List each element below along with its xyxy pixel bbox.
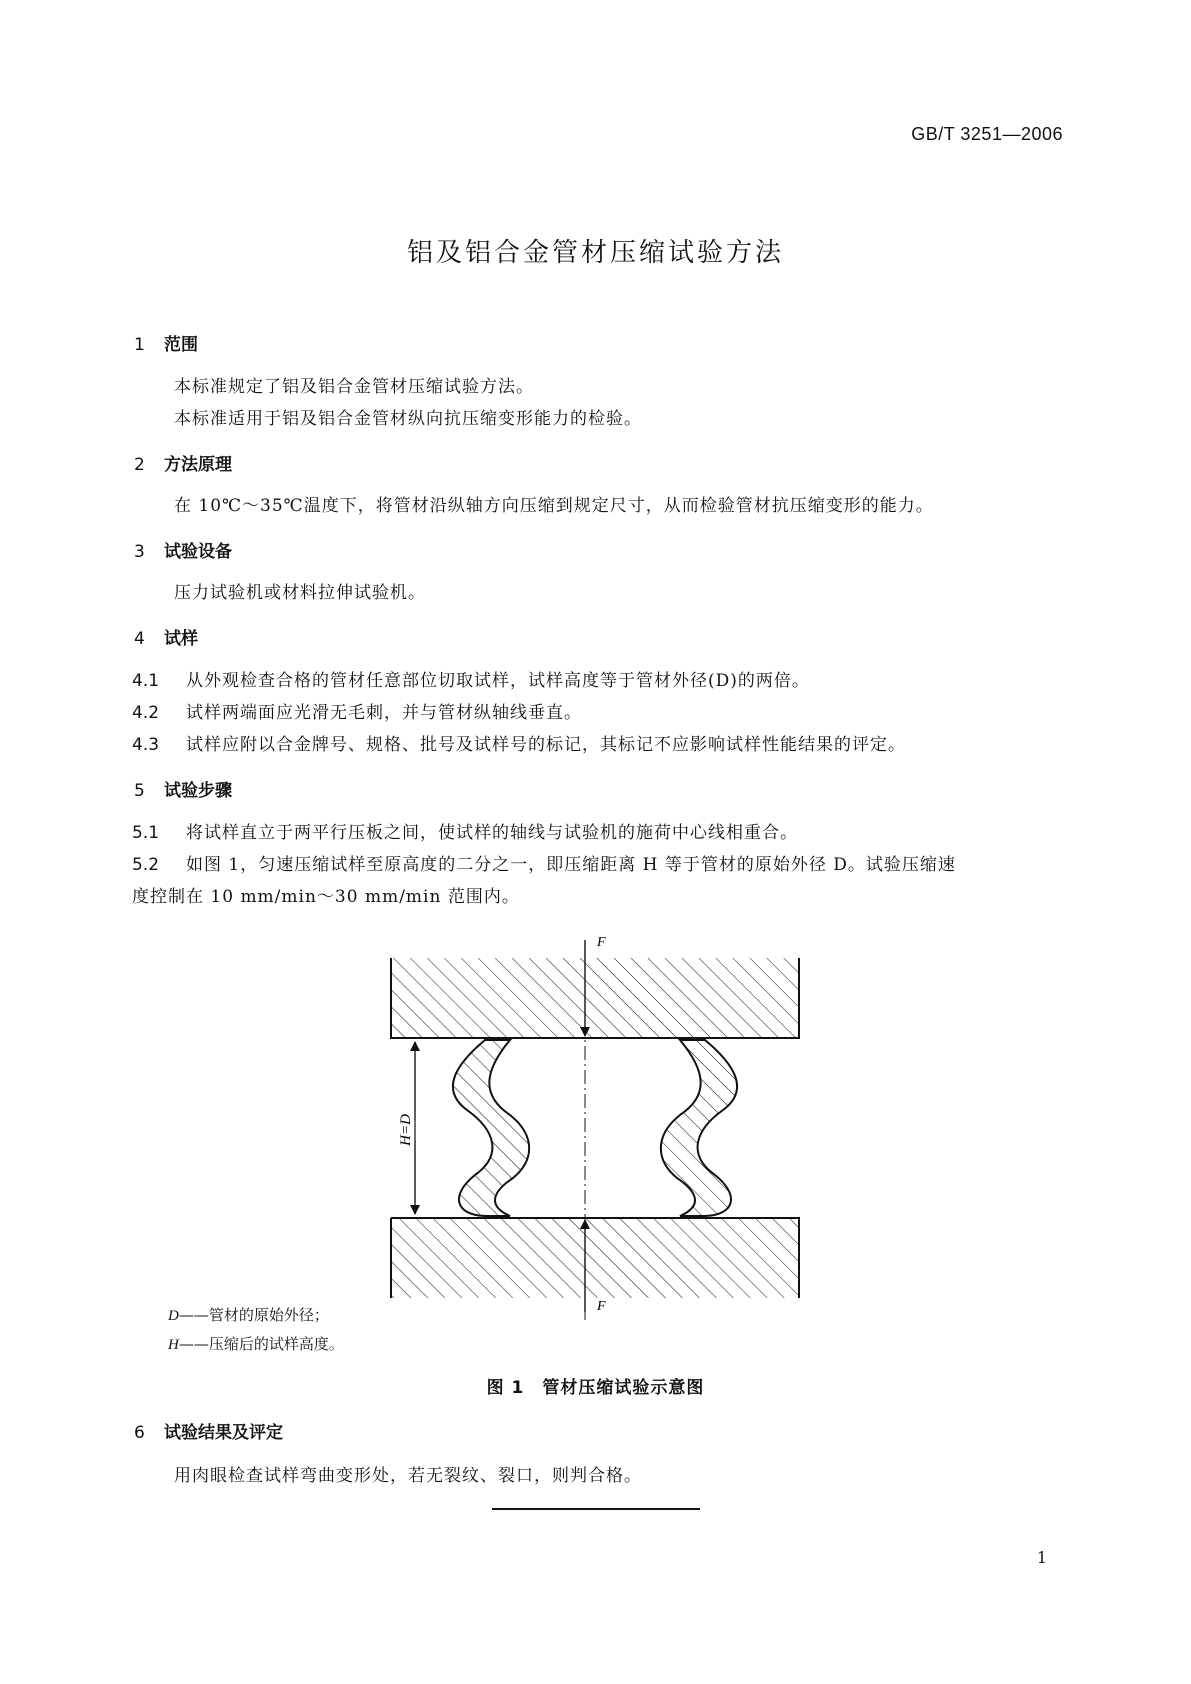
document-title: 铝及铝合金管材压缩试验方法 (406, 238, 784, 268)
figure-caption: 图 1 管材压缩试验示意图 (486, 1378, 705, 1398)
clause-4-3 (132, 730, 906, 755)
section-4-heading (134, 624, 198, 649)
clause-number: 4.1 (132, 671, 160, 691)
clause-5-1 (132, 818, 798, 843)
section-5-heading (134, 776, 232, 801)
section-1-paragraph-1: 本标准规定了铝及铝合金管材压缩试验方法。 (174, 377, 534, 397)
legend-symbol: D (168, 1308, 179, 1324)
upper-platen (391, 958, 799, 1038)
clause-text: 如图 1，匀速压缩试样至原高度的二分之一，即压缩距离 H 等于管材的原始外径 D。试验压缩速 (186, 855, 956, 875)
right-tube-wall (661, 1040, 737, 1216)
clause-4-1 (132, 666, 810, 691)
legend-h (168, 1333, 344, 1354)
section-number: 2 (134, 455, 145, 475)
section-2-heading (134, 450, 232, 475)
left-tube-wall (453, 1040, 529, 1216)
clause-text: 从外观检查合格的管材任意部位切取试样，试样高度等于管材外径(D)的两倍。 (186, 671, 810, 691)
section-title: 试验步骤 (164, 781, 232, 801)
section-title: 试验设备 (164, 542, 232, 562)
clause-number: 4.2 (132, 703, 160, 723)
section-title: 试验结果及评定 (164, 1423, 283, 1443)
section-2-paragraph: 在 10℃～35℃温度下，将管材沿纵轴方向压缩到规定尺寸，从而检验管材抗压缩变形的能力。 (174, 496, 934, 516)
top-force-label: F (597, 935, 606, 950)
compression-test-figure (385, 935, 805, 1320)
section-number: 1 (134, 335, 145, 355)
standard-code: GB/T 3251—2006 (911, 124, 1063, 144)
clause-number: 5.1 (132, 823, 160, 843)
legend-symbol: H (168, 1337, 179, 1353)
clause-text: 试样应附以合金牌号、规格、批号及试样号的标记，其标记不应影响试样性能结果的评定。 (186, 735, 906, 755)
page-number: 1 (1036, 1548, 1047, 1567)
section-number: 6 (134, 1423, 145, 1443)
section-title: 方法原理 (164, 455, 232, 475)
clause-5-2-continuation: 度控制在 10 mm/min～30 mm/min 范围内。 (132, 887, 520, 907)
end-rule (492, 1508, 700, 1510)
clause-5-2 (132, 850, 956, 875)
legend-d (168, 1304, 329, 1325)
lower-platen (391, 1218, 799, 1298)
clause-text: 试样两端面应光滑无毛刺，并与管材纵轴线垂直。 (186, 703, 582, 723)
section-3-paragraph: 压力试验机或材料拉伸试验机。 (174, 583, 426, 603)
legend-text: ——管材的原始外径； (178, 1306, 329, 1324)
clause-4-2 (132, 698, 582, 723)
bottom-force-label: F (597, 1299, 606, 1314)
section-number: 3 (134, 542, 145, 562)
dimension-label: H=D (398, 1114, 414, 1146)
section-1-heading (134, 330, 198, 355)
section-number: 5 (134, 781, 145, 801)
section-6-paragraph: 用肉眼检查试样弯曲变形处，若无裂纹、裂口，则判合格。 (174, 1466, 642, 1486)
clause-number: 5.2 (132, 855, 160, 875)
section-3-heading (134, 537, 232, 562)
legend-text: ——压缩后的试样高度。 (178, 1335, 344, 1353)
section-title: 范围 (164, 335, 198, 355)
clause-text: 将试样直立于两平行压板之间，使试样的轴线与试验机的施荷中心线相重合。 (186, 823, 798, 843)
section-6-heading (134, 1418, 283, 1443)
section-1-paragraph-2: 本标准适用于铝及铝合金管材纵向抗压缩变形能力的检验。 (174, 409, 642, 429)
clause-number: 4.3 (132, 735, 160, 755)
section-number: 4 (134, 629, 145, 649)
section-title: 试样 (164, 629, 198, 649)
